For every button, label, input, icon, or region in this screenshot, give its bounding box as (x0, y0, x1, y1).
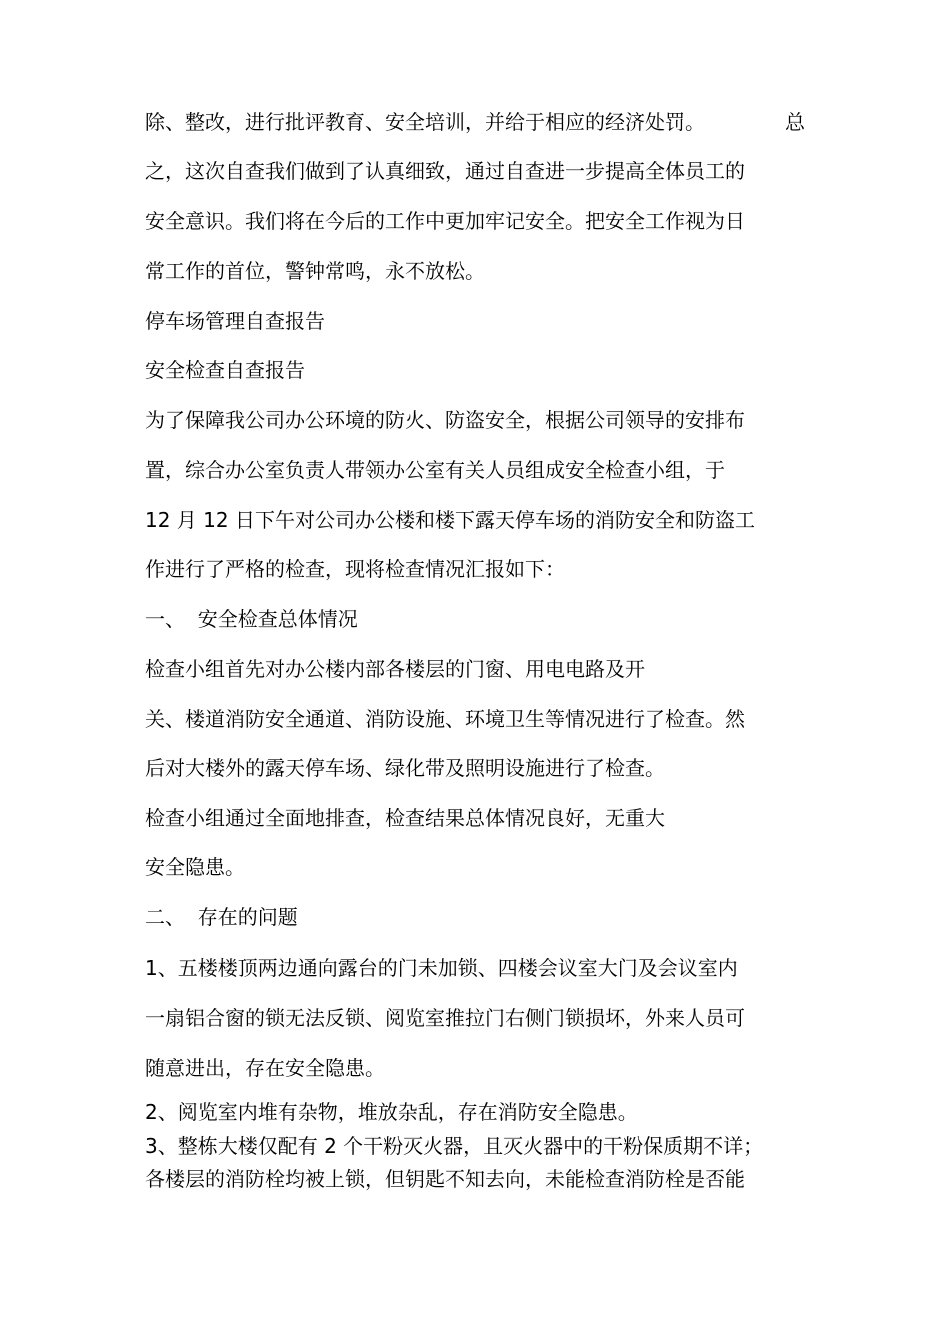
paragraph-line: 作进行了严格的检查，现将检查情况汇报如下： (145, 557, 565, 581)
list-item: 1、五楼楼顶两边通向露台的门未加锁、四楼会议室大门及会议室内 (145, 956, 738, 980)
paragraph-line: 之，这次自查我们做到了认真细致，通过自查进一步提高全体员工的 (145, 159, 745, 183)
paragraph-line-end-word: 总 (785, 110, 805, 134)
section-heading: 一、 安全检查总体情况 (145, 607, 358, 631)
paragraph-line: 12 月 12 日下午对公司办公楼和楼下露天停车场的消防安全和防盗工 (145, 508, 755, 532)
report-title: 安全检查自查报告 (145, 358, 305, 382)
paragraph-line: 检查小组通过全面地排查，检查结果总体情况良好，无重大 (145, 806, 665, 830)
section-heading: 停车场管理自查报告 (145, 309, 325, 333)
paragraph-line: 安全隐患。 (145, 855, 245, 879)
paragraph-line: 除、整改，进行批评教育、安全培训，并给于相应的经济处罚。 (145, 110, 705, 134)
list-item-continuation: 随意进出，存在安全隐患。 (145, 1056, 385, 1080)
paragraph-line: 常工作的首位，警钟常鸣，永不放松。 (145, 259, 485, 283)
paragraph-line: 检查小组首先对办公楼内部各楼层的门窗、用电电路及开 (145, 657, 645, 681)
paragraph-line: 后对大楼外的露天停车场、绿化带及照明设施进行了检查。 (145, 756, 665, 780)
paragraph-line: 关、楼道消防安全通道、消防设施、环境卫生等情况进行了检查。然 (145, 707, 745, 731)
paragraph-line: 置，综合办公室负责人带领办公室有关人员组成安全检查小组，于 (145, 458, 725, 482)
list-item-continuation: 各楼层的消防栓均被上锁，但钥匙不知去向，未能检查消防栓是否能 (145, 1167, 745, 1191)
section-heading: 二、 存在的问题 (145, 905, 298, 929)
paragraph-line: 为了保障我公司办公环境的防火、防盗安全，根据公司领导的安排布 (145, 408, 745, 432)
list-item: 2、阅览室内堆有杂物，堆放杂乱，存在消防安全隐患。 (145, 1100, 638, 1124)
list-item: 3、整栋大楼仅配有 2 个干粉灭火器，且灭火器中的干粉保质期不详； (145, 1134, 764, 1158)
list-item-continuation: 一扇铝合窗的锁无法反锁、阅览室推拉门右侧门锁损坏，外来人员可 (145, 1006, 745, 1030)
paragraph-line: 安全意识。我们将在今后的工作中更加牢记安全。把安全工作视为日 (145, 209, 745, 233)
